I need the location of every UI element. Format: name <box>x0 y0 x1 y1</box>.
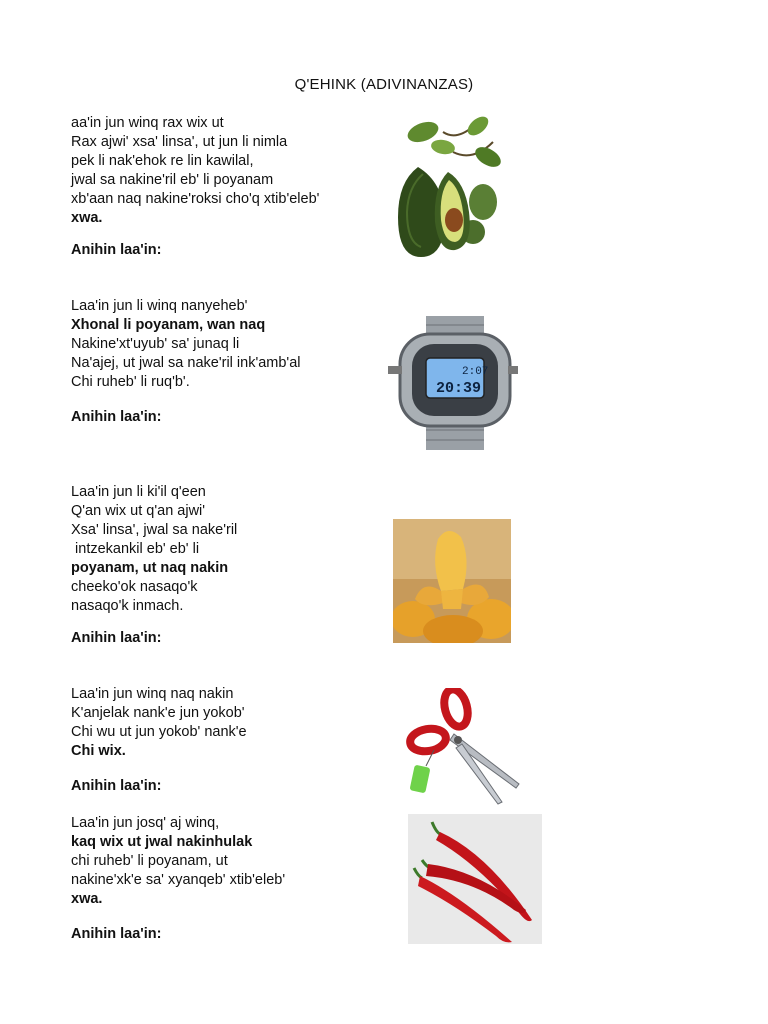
riddle-line: Xsa' linsa', jwal sa nake'ril <box>71 522 238 538</box>
riddle-line: nasaqo'k inmach. <box>71 598 184 614</box>
page-title: Q'EHINK (ADIVINANZAS) <box>294 76 474 93</box>
avocado-picture <box>383 112 503 262</box>
riddle-line: xwa. <box>71 891 103 907</box>
riddle-line: K'anjelak nank'e jun yokob' <box>71 705 245 721</box>
riddle-3 <box>71 483 371 616</box>
chili-peppers-picture <box>408 814 542 944</box>
riddle-line: Laa'in jun li ki'il q'een <box>71 484 206 500</box>
riddle-line: Nakine'xt'uyub' sa' junaq li <box>71 336 240 352</box>
riddle-4 <box>71 685 371 761</box>
mango-picture <box>393 519 511 643</box>
riddle-line: jwal sa nakine'ril eb' li poyanam <box>71 172 274 188</box>
riddle-line: Laa'in jun li winq nanyeheb' <box>71 298 248 314</box>
riddle-2 <box>71 297 371 392</box>
riddle-line: aa'in jun winq rax wix ut <box>71 115 224 131</box>
riddle-1 <box>71 114 371 228</box>
riddle-line: Q'an wix ut q'an ajwi' <box>71 503 206 519</box>
answer-label: Anihin laa'in: <box>71 242 162 258</box>
wristwatch-picture <box>388 316 518 450</box>
riddle-line: cheeko'ok nasaqo'k <box>71 579 198 595</box>
answer-label: Anihin laa'in: <box>71 926 162 942</box>
answer-label: Anihin laa'in: <box>71 778 162 794</box>
riddle-line: intzekankil eb' eb' li <box>71 541 200 557</box>
riddle-5 <box>71 814 371 909</box>
riddle-line: Chi wix. <box>71 743 126 759</box>
scissors-picture <box>404 688 524 806</box>
riddle-line: poyanam, ut naq nakin <box>71 560 229 576</box>
riddle-line: pek li nak'ehok re lin kawilal, <box>71 153 254 169</box>
riddle-line: nakine'xk'e sa' xyanqeb' xtib'eleb' <box>71 872 286 888</box>
riddle-line: Xhonal li poyanam, wan naq <box>71 317 266 333</box>
watch-time-top: 2:07 <box>462 366 489 378</box>
riddle-line: Chi ruheb' li ruq'b'. <box>71 374 190 390</box>
riddle-line: xb'aan naq nakine'roksi cho'q xtib'eleb' <box>71 191 320 207</box>
riddle-line: xwa. <box>71 210 103 226</box>
riddle-line: Na'ajej, ut jwal sa nake'ril ink'amb'al <box>71 355 301 371</box>
riddle-line: Laa'in jun josq' aj winq, <box>71 815 220 831</box>
riddle-line: Chi wu ut jun yokob' nank'e <box>71 724 247 740</box>
riddle-line: kaq wix ut jwal nakinhulak <box>71 834 253 850</box>
riddle-line: Laa'in jun winq naq nakin <box>71 686 234 702</box>
answer-label: Anihin laa'in: <box>71 630 162 646</box>
riddle-line: Rax ajwi' xsa' linsa', ut jun li nimla <box>71 134 288 150</box>
answer-label: Anihin laa'in: <box>71 409 162 425</box>
watch-time-bottom: 20:39 <box>436 380 482 397</box>
riddle-line: chi ruheb' li poyanam, ut <box>71 853 228 869</box>
